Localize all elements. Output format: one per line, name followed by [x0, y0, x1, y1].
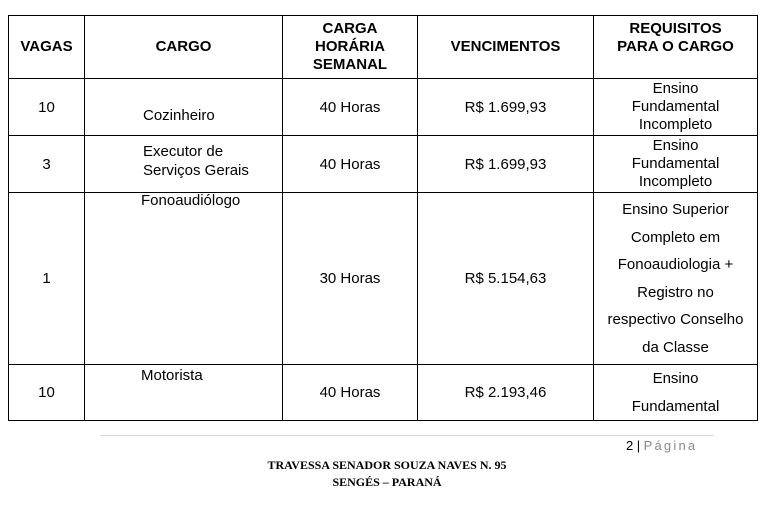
- cargo-label: [143, 106, 215, 125]
- header-requisitos-line: REQUISITOS: [629, 20, 722, 37]
- requisitos-line: Registro no: [637, 283, 714, 301]
- header-carga-line: HORÁRIA: [315, 38, 385, 55]
- vagas-cell: 10: [9, 79, 85, 136]
- vagas-cell: 1: [9, 193, 85, 365]
- page-number-value: 2: [626, 438, 634, 453]
- carga-cell: 40 Horas: [283, 365, 418, 421]
- header-carga-horaria: [283, 16, 418, 79]
- requisitos-line: respectivo Conselho: [607, 311, 744, 328]
- cargo-line: Cozinheiro: [143, 107, 215, 124]
- requisitos-line: Completo em: [630, 228, 721, 246]
- vacancies-table: [8, 15, 758, 421]
- cargo-cell: [85, 136, 283, 193]
- header-carga-line: SEMANAL: [312, 56, 388, 73]
- cargo-cell: [85, 365, 283, 421]
- requisitos-line: Ensino: [652, 370, 699, 387]
- header-carga-line: CARGA: [322, 20, 378, 37]
- vencimentos-cell: R$ 1.699,93: [418, 136, 594, 193]
- cargo-line: Motorista: [141, 367, 203, 384]
- cargo-label: [143, 142, 249, 180]
- header-vencimentos: VENCIMENTOS: [418, 16, 594, 79]
- table-row: [9, 136, 758, 193]
- carga-cell: 40 Horas: [283, 79, 418, 136]
- requisitos-cell: [594, 79, 758, 136]
- header-requisitos-line: PARA O CARGO: [617, 38, 734, 55]
- requisitos-cell: [594, 136, 758, 193]
- header-requisitos: [594, 16, 758, 79]
- cargo-label: [141, 366, 203, 385]
- cargo-line: Executor de: [143, 143, 224, 160]
- page-number-label: Página: [643, 438, 698, 453]
- requisitos-line: Incompleto: [638, 173, 713, 190]
- vencimentos-cell: R$ 5.154,63: [418, 193, 594, 365]
- footer-divider: [100, 435, 714, 436]
- page-number: [626, 438, 697, 453]
- requisitos-line: Ensino: [652, 80, 699, 97]
- vagas-cell: 3: [9, 136, 85, 193]
- table-row: [9, 193, 758, 365]
- requisitos-line: Ensino: [652, 137, 699, 154]
- requisitos-line: Fundamental: [631, 397, 720, 415]
- requisitos-line: da Classe: [642, 338, 709, 356]
- vencimentos-cell: R$ 2.193,46: [418, 365, 594, 421]
- footer-address-line1: TRAVESSA SENADOR SOUZA NAVES N. 95: [267, 458, 507, 472]
- vencimentos-cell: R$ 1.699,93: [418, 79, 594, 136]
- table-row: [9, 365, 758, 421]
- vagas-cell: 10: [9, 365, 85, 421]
- carga-cell: 30 Horas: [283, 193, 418, 365]
- requisitos-line: Incompleto: [638, 116, 713, 133]
- header-vagas: VAGAS: [9, 16, 85, 79]
- requisitos-cell: [594, 365, 758, 421]
- cargo-label: [141, 191, 240, 210]
- cargo-cell: [85, 79, 283, 136]
- cargo-cell: [85, 193, 283, 365]
- header-cargo: CARGO: [85, 16, 283, 79]
- requisitos-cell: [594, 193, 758, 365]
- cargo-line: Serviços Gerais: [143, 162, 249, 179]
- requisitos-line: Fonoaudiologia +: [617, 256, 734, 273]
- requisitos-line: Fundamental: [631, 155, 720, 172]
- footer-address-line2: SENGÉS – PARANÁ: [332, 475, 442, 489]
- requisitos-line: Fundamental: [631, 98, 720, 115]
- requisitos-line: Ensino Superior: [622, 201, 729, 218]
- table-header-row: [9, 16, 758, 79]
- cargo-line: Fonoaudiólogo: [141, 192, 241, 209]
- carga-cell: 40 Horas: [283, 136, 418, 193]
- table-row: [9, 79, 758, 136]
- page-number-separator: |: [636, 438, 641, 453]
